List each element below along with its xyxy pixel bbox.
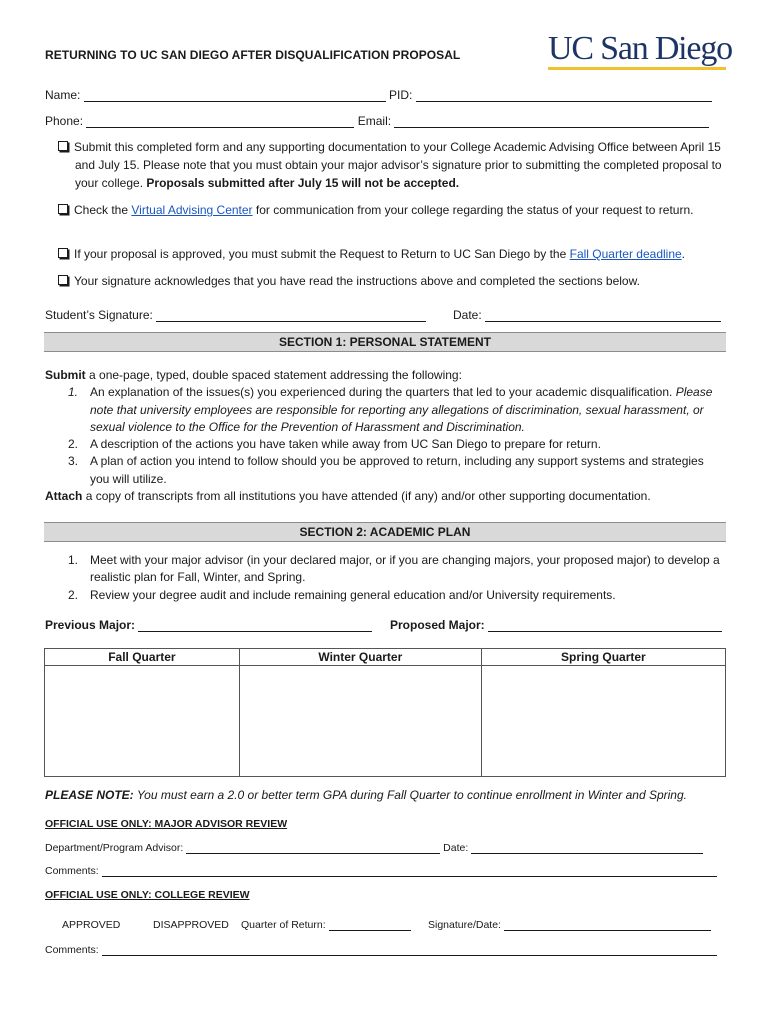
section-1-heading: SECTION 1: PERSONAL STATEMENT: [44, 332, 726, 352]
instruction-4-text: Your signature acknowledges that you have read the instructions above and completed the sections below.: [74, 274, 640, 288]
student-signature-field[interactable]: [156, 311, 426, 322]
college-comments-field[interactable]: [102, 945, 717, 956]
instruction-1-text: Submit this completed form and any supporting documentation to your College Academic Advising Office between April 15 and July 15. Please note that you must obtain your major advisor’s signature prior to submitting the completed proposal to your college.: [74, 140, 722, 190]
list-item-text: A description of the actions you have taken while away from UC San Diego to prepare for return.: [90, 437, 601, 452]
attach-text: a copy of transcripts from all institutions you have attended (if any) and/or other supporting documentation.: [85, 489, 651, 504]
advisor-row: [45, 842, 703, 854]
section-2-body: [45, 552, 725, 604]
list-number: 3.: [68, 454, 79, 469]
instruction-item-3: [58, 245, 740, 263]
advisor-field[interactable]: [186, 843, 440, 854]
section-1-intro: [45, 367, 725, 384]
instruction-item-1: [58, 138, 740, 192]
name-label: Name:: [45, 88, 81, 102]
list-item-text: A plan of action you intend to follow should you be approved to return, including any support systems and strategies you will utilize.: [90, 454, 704, 486]
uc-san-diego-logo: UC San Diego: [548, 30, 732, 67]
college-comments-row: [45, 944, 717, 956]
instruction-item-2: [58, 201, 740, 219]
name-field[interactable]: [84, 91, 386, 102]
college-comments-label: Comments:: [45, 944, 99, 956]
email-field[interactable]: [394, 117, 709, 128]
approved-option[interactable]: APPROVED: [62, 919, 121, 931]
list-item-text: Meet with your major advisor (in your declared major, or if you are changing majors, your proposed major) to develop a realistic plan for Fall, Winter, and Spring.: [90, 553, 720, 585]
student-date-label: Date:: [453, 308, 482, 322]
previous-major-field[interactable]: [138, 621, 372, 632]
list-number: 2.: [68, 437, 79, 452]
checkbox-icon[interactable]: [58, 141, 68, 151]
disapproved-option[interactable]: DISAPPROVED: [153, 919, 229, 931]
virtual-advising-center-link[interactable]: Virtual Advising Center: [131, 203, 253, 217]
section-2-heading: SECTION 2: ACADEMIC PLAN: [44, 522, 726, 542]
college-signature-row: [428, 919, 711, 931]
student-signature-label: Student’s Signature:: [45, 308, 153, 322]
section-1-body: [45, 367, 725, 505]
winter-quarter-cell[interactable]: [239, 666, 481, 777]
advisor-date-label: Date:: [443, 842, 469, 854]
student-date-row: [453, 308, 721, 322]
email-label: Email:: [357, 114, 392, 128]
student-signature-row: [45, 308, 426, 322]
please-note-bold: PLEASE NOTE:: [45, 788, 134, 802]
advisor-comments-field[interactable]: [102, 866, 717, 877]
instruction-3-pre: If your proposal is approved, you must submit the Request to Return to UC San Diego by the: [74, 247, 567, 261]
checkbox-icon[interactable]: [58, 248, 68, 258]
pid-field[interactable]: [416, 91, 712, 102]
list-item-text: Review your degree audit and include remaining general education and/or University requirements.: [90, 587, 616, 602]
advisor-date-field[interactable]: [471, 843, 703, 854]
list-item: [45, 453, 725, 488]
list-item-text: An explanation of the issues(s) you experienced during the quarters that led to your academic disqualification.: [90, 385, 673, 400]
instruction-item-4: [58, 272, 740, 290]
quarter-of-return-row: [241, 919, 411, 931]
spring-quarter-header: Spring Quarter: [481, 649, 725, 666]
proposed-major-label: Proposed Major:: [390, 618, 485, 632]
instruction-3-post: .: [681, 247, 686, 261]
page-title: RETURNING TO UC SAN DIEGO AFTER DISQUALIFICATION PROPOSAL: [45, 48, 461, 62]
phone-field[interactable]: [86, 117, 354, 128]
checkbox-icon[interactable]: [58, 204, 68, 214]
logo-underline: [548, 67, 726, 70]
list-item: [45, 436, 725, 453]
instruction-2-pre: Check the: [74, 203, 129, 217]
submit-bold: Submit: [45, 368, 86, 382]
college-signature-label: Signature/Date:: [428, 919, 501, 931]
harassment-note: Please note that university employees are responsible for reporting any allegations of discrimination, sexual harassment, or sexual violence to the Office for the Prevention of Harassment and Discrimination.: [90, 385, 713, 434]
fall-quarter-header: Fall Quarter: [45, 649, 240, 666]
phone-row: [45, 114, 709, 128]
list-number: 2.: [68, 587, 79, 602]
checkbox-icon[interactable]: [58, 275, 68, 285]
previous-major-label: Previous Major:: [45, 618, 136, 632]
phone-label: Phone:: [45, 114, 84, 128]
spring-quarter-cell[interactable]: [481, 666, 725, 777]
academic-plan-table: [44, 648, 726, 777]
college-signature-field[interactable]: [504, 920, 711, 931]
advisor-comments-row: [45, 865, 717, 877]
list-number: 1.: [68, 553, 79, 567]
instruction-2-post: for communication from your college regarding the status of your request to return.: [255, 203, 694, 217]
quarter-of-return-label: Quarter of Return:: [241, 919, 326, 931]
pid-label: PID:: [389, 88, 413, 102]
winter-quarter-header: Winter Quarter: [239, 649, 481, 666]
advisor-label: Department/Program Advisor:: [45, 842, 184, 854]
fall-quarter-deadline-link[interactable]: Fall Quarter deadline: [569, 247, 682, 261]
section-1-intro-text: a one-page, typed, double spaced statement addressing the following:: [89, 368, 462, 382]
attach-line: [45, 488, 725, 505]
proposed-major-row: [390, 618, 722, 632]
college-review-heading: OFFICIAL USE ONLY: COLLEGE REVIEW: [45, 889, 250, 901]
instruction-1-bold: Proposals submitted after July 15 will not be accepted.: [146, 176, 460, 190]
gpa-note: [45, 788, 687, 802]
list-item: [45, 552, 725, 587]
attach-bold: Attach: [45, 489, 83, 504]
list-item: [45, 587, 725, 604]
advisor-comments-label: Comments:: [45, 865, 99, 877]
quarter-of-return-field[interactable]: [329, 920, 411, 931]
student-date-field[interactable]: [485, 311, 721, 322]
major-advisor-review-heading: OFFICIAL USE ONLY: MAJOR ADVISOR REVIEW: [45, 818, 288, 830]
name-row: [45, 88, 712, 102]
fall-quarter-cell[interactable]: [45, 666, 240, 777]
previous-major-row: [45, 618, 372, 632]
list-number: 1.: [68, 385, 79, 400]
gpa-note-text: You must earn a 2.0 or better term GPA during Fall Quarter to continue enrollment in Winter and Spring.: [136, 788, 687, 802]
proposed-major-field[interactable]: [488, 621, 722, 632]
list-item: [45, 384, 725, 436]
